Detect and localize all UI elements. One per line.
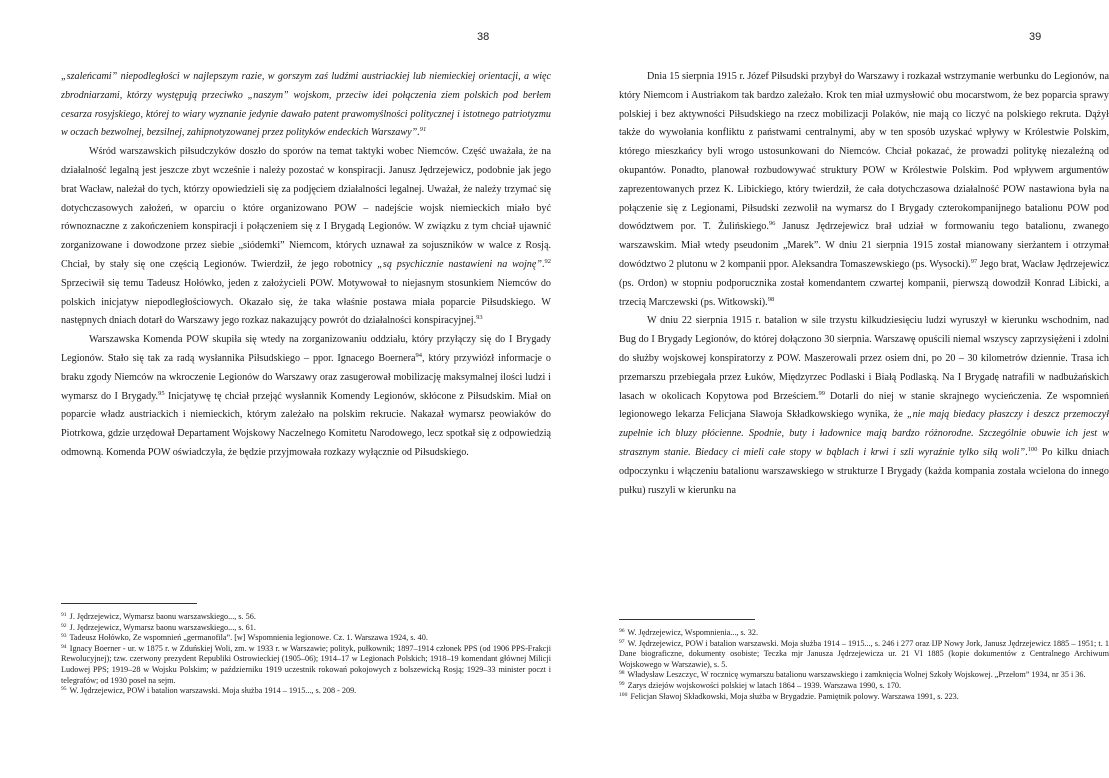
footnote-number: 94 xyxy=(61,643,67,650)
footnote-ref: 96 xyxy=(768,220,776,228)
footnote-number: 100 xyxy=(619,691,628,698)
footnote-ref: 91 xyxy=(419,126,427,134)
text-run: Jego brat, Wacław Jędrzejewicz (ps. Ordon) w stopniu podporucznika został komendantem czwartej kompanii, pierwszą dowodził Konrad Libicki, a trzecią Marczewski (ps. Witkowski). xyxy=(619,258,1109,308)
footnotes xyxy=(61,612,551,697)
footnote-text: Władysław Leszczyc, W rocznicę wymarszu batalionu warszawskiego i zamknięcia Wolnej Szkoły Wojskowej. „Przełom” 1934, nr 35 i 36. xyxy=(625,670,1086,680)
footnote-text: Felicjan Sławoj Składkowski, Moja służba w Brygadzie. Pamiętnik polowy. Warszawa 1991, s. 223. xyxy=(628,691,959,701)
right-page xyxy=(619,0,1109,778)
paragraph xyxy=(61,331,551,463)
footnote xyxy=(619,628,1109,639)
footnote-text: W. Jędrzejewicz, Wspomnienia..., s. 32. xyxy=(625,628,759,637)
footnote-ref: 97 xyxy=(970,257,978,265)
footnote-ref: 94 xyxy=(415,351,423,359)
footnote xyxy=(619,692,1109,703)
text-run: Po kilku dniach odpoczynku i włączeniu batalionu warszawskiego w strukturze I Brygady (każda kompania została wcielona do innego pułku) ruszyli w kierunku na xyxy=(619,446,1109,496)
page-number: 38 xyxy=(477,31,490,43)
footnote-number: 91 xyxy=(61,612,67,618)
text-run: . xyxy=(1025,446,1028,458)
text-run: Dnia 15 sierpnia 1915 r. Józef Piłsudski przybył do Warszawy i rozkazał wstrzymanie werbunku do Legionów, na który Niemcom i Austriakom tak bardzo zależało. Krok ten miał uzmysłowić obu mocarstwom, że bez poparcia sprawy polskiej i bez aktywności Piłsudskiego na rzecz mobilizacji Polaków, nie mają co liczyć na polskiego rekruta. Dążył także do wywołania konfliktu z państwami centralnymi, aby w ten sposób uzyskać wpływy w Królestwie Polskim, którego mieszkańcy byli wrogo ustosunkowani do Niemców. Chciał pokazać, że prowadzi politykę niezależną od okupantów. Ponadto, planował rozbudowywać struktury POW w Królestwie Polskim. Pod wpływem argumentów zaprezentowanych przez K. Libickiego, który twierdził, że cała dotychczasowa działalność POW nastawiona była na połączenie się z Legionami, Piłsudski zezwolił na wymarsz do I Brygady czterokompanijnego batalionu POW pod dowództwem por. T. Żulińskiego. xyxy=(619,71,1109,233)
footnote-number: 97 xyxy=(619,638,625,645)
paragraph xyxy=(61,143,551,331)
text-run: , który przywiózł informacje o braku zgody Niemców na wkroczenie Legionów do Warszawy oraz zasugerował mobilizację maksymalnej ilości ludzi i wymarsz do I Brygady. xyxy=(61,352,551,402)
text-run: Wśród warszawskich piłsudczyków doszło do sporów na temat taktyki wobec Niemców. Część uważała, że na działalność legalną jest jeszcze zbyt wcześnie i należy pozostać w konspiracji. Janusz Jędrzejewicz, podobnie jak jego brat Wacław, należał do tych, którzy opowiedzieli się za podjęciem działalności legalnej. Uważał, że należy trzymać się dotychczasowych założeń, w oparciu o które organizowano POW – nadejście wojsk niemieckich miało być równoznaczne z zakończeniem konspiracji i połączeniem się z I Brygadą Legionów. W związku z tym chciał ujawnić zorganizowane i dowodzone przez siebie „siódemki” Niemcom, których uznawał za sojuszników w walce z Rosją. Chciał, by stały się one częścią Legionów. Twierdził, że jego robotnicy xyxy=(61,146,551,270)
text-run: Sprzeciwił się temu Tadeusz Hołówko, jeden z założycieli POW. Motywował to niejasnym stosunkiem Niemców do polskich inicjatyw niepodległościowych. Okazało się, że taka właśnie postawa miała poparcie Piłsudskiego. W następnych dniach dotarł do Warszawy jego rozkaz nakazujący powrót do działalności konspiracyjnej. xyxy=(61,277,551,327)
footnote xyxy=(61,623,551,634)
footnote-text: Ignacy Boerner - ur. w 1875 r. w Zduńskiej Woli, zm. w 1933 r. w Warszawie; polityk, pułkownik; 1897–1914 członek PPS (od 1906 PPS-Frakcji Rewolucyjnej); tzw. czerwony prezydent Republiki Ostrowieckiej (1905–06); 1914–17 w Legionach Polskich; 1918–19 komendant głównej Milicji Ludowej PPS; 1919–28 w Wojsku Polskim; w październiku 1919 uczestnik rokowań pokojowych z bolszewicką Rosją; 1929–33 minister poczt i telegrafów; od 1930 poseł na sejm. xyxy=(61,643,551,685)
text-run: . xyxy=(541,258,545,270)
footnote xyxy=(619,670,1109,681)
footnote-text: W. Jędrzejewicz, POW i batalion warszawski. Moja służba 1914 – 1915..., s. 208 - 209. xyxy=(67,686,357,696)
footnote-ref: 92 xyxy=(544,257,552,265)
footnote-number: 95 xyxy=(61,686,67,693)
quotation-italic: „są psychicznie nastawieni na wojnę” xyxy=(377,258,542,270)
footnote xyxy=(61,644,551,686)
text-run: Warszawska Komenda POW skupiła się wtedy na zorganizowaniu oddziału, który przyłączy się do I Brygady Legionów. Stało się tak za radą wysłannika Piłsudskiego – ppor. Ignacego Boernera xyxy=(61,334,551,364)
quotation-italic: „nie mają biedacy płaszczy i deszcz przemoczył zupełnie ich bluzy płócienne. Spodnie, buty i ładownice mają bardzo różnorodne. Szczególnie obuwie ich jest w strasznym stanie. Biedacy ci mieli całe stopy w bąblach i krwi i szli wyraźnie tylko siłą woli” xyxy=(619,409,1109,458)
paragraph xyxy=(619,68,1109,312)
text-run: W dniu 22 sierpnia 1915 r. batalion w sile trzystu kilkudziesięciu ludzi wyruszył w kierunku wschodnim, nad Bug do I Brygady Legionów, do której dołączono 30 sierpnia. Warszawę opuścili niemal wszyscy zaprzysiężeni i zdolni do służby wojskowej konspiratorzy z POW. Maszerowali przez osiem dni, po 20 – 30 kilometrów dziennie. Trasa ich przemarszu przebiegała przez Łuków, Międzyrzec Podlaski i Białą Podlaską. Na I Brygadę natrafili w nadbużańskich lasach w okolicach Kopytowa pod Brześciem. xyxy=(619,315,1109,402)
text-run: Dotarli do niej w stanie skrajnego wycieńczenia. Ze wspomnień legionowego lekarza Felicjana Sławoja Składkowskiego wynika, że xyxy=(619,390,1109,421)
footnote-text: J. Jędrzejewicz, Wymarsz baonu warszawskiego..., s. 61. xyxy=(67,622,256,632)
left-page xyxy=(61,0,551,778)
text-run: Inicjatywę tę chciał przejąć wysłannik Komendy Legionów, skłócone z Piłsudskim. Miał on poparcie władz austriackich i niemieckich, którym zależało na polskim rekrucie. Nakazał wymarsz peowiaków do Piotrkowa, gdzie urzędował Departament Wojskowy Naczelnego Komitetu Narodowego, lecz spotkał się z odpowiedzią odmowną. Komenda POW oświadczyła, że będzie przyjmowała rozkazy wyłącznie od Piłsudskiego. xyxy=(61,390,551,458)
footnote-text: Tadeusz Hołówko, Ze wspomnień „germanofila”. [w] Wspomnienia legionowe. Cz. 1. Warszawa 1924, s. 40. xyxy=(67,633,428,643)
footnote xyxy=(61,633,551,644)
footnote-number: 99 xyxy=(619,680,625,687)
footnote-separator xyxy=(619,619,755,620)
footnote-ref: 99 xyxy=(818,389,825,397)
text-run: Janusz Jędrzejewicz brał udział w formowaniu tego batalionu, zwanego warszawskim. Miał wtedy pseudonim „Marek”. W dniu 21 sierpnia 1915 został mianowany sierżantem i otrzymał dowództwo 2 plutonu w 2 kompanii ppor. Aleksandra Tomaszewskiego (ps. Wysocki). xyxy=(619,221,1109,270)
footnote-ref: 93 xyxy=(476,314,483,322)
paragraph xyxy=(61,68,551,143)
footnote-text: J. Jędrzejewicz, Wymarsz baonu warszawskiego..., s. 56. xyxy=(67,612,256,621)
footnote xyxy=(619,639,1109,671)
text-run: „szaleńcami” niepodległości w najlepszym razie, w gorszym zaś ludźmi austriackiej lub niemieckiej orientacji, a więc zbrodniarzami, którzy występują przeciwko „naszym” wojskom, przeciw idei połączenia ziem polskich pod berłem cesarza rosyjskiego, której to wiary wyznanie jedynie dawało patent prawomyślności politycznej i istotnego patriotyzmu w oczach bezwolnej, bezsilnej, zahipnotyzowanej przez polityków endeckich Warszawy”. xyxy=(61,71,551,139)
footnote-number: 93 xyxy=(61,633,67,640)
footnote-ref: 100 xyxy=(1027,445,1038,453)
footnote-number: 98 xyxy=(619,670,625,677)
footnote-ref: 95 xyxy=(158,389,165,397)
footnote-ref: 98 xyxy=(767,295,775,303)
body-text xyxy=(619,68,1109,500)
footnote-number: 92 xyxy=(61,622,67,629)
footnote-number: 96 xyxy=(619,628,625,634)
paragraph xyxy=(619,312,1109,500)
footnote-text: Zarys dziejów wojskowości polskiej w latach 1864 – 1939. Warszawa 1990, s. 170. xyxy=(625,680,902,690)
page-number: 39 xyxy=(1029,31,1042,43)
footnote-text: W. Jędrzejewicz, POW i batalion warszawski. Moja służba 1914 – 1915..., s. 246 i 277 oraz IJP Nowy Jork, Janusz Jędrzejewicz 1885 – 1951; t. 1 Dane biograficzne, dokumenty osobiste; Teczka mjr Janusza Jędrzejewicza ur. 21 VI 1885 (kopie dokumentów z Centralnego Archiwum Wojskowego w Warszawie), s. 5. xyxy=(619,638,1109,669)
body-text xyxy=(61,68,551,463)
footnote xyxy=(619,681,1109,692)
footnote-separator xyxy=(61,603,197,604)
footnotes xyxy=(619,628,1109,702)
footnote xyxy=(61,686,551,697)
footnote xyxy=(61,612,551,623)
